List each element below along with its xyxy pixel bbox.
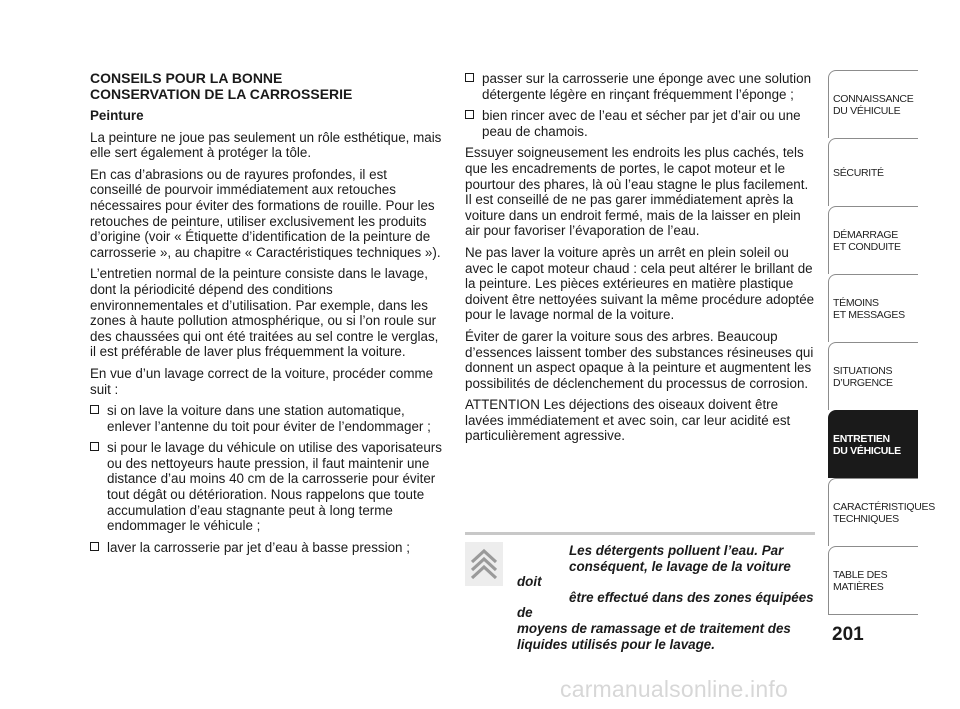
tab-label: DÉMARRAGE (833, 228, 898, 241)
chapter-sidebar (828, 70, 935, 615)
tab-securite[interactable] (828, 138, 918, 206)
tab-label: ENTRETIEN (833, 432, 890, 445)
list-item-text: passer sur la carrosserie une éponge avec une solution détergente légère en rinçant fréquemment l’éponge ; (482, 71, 812, 102)
tab-label: DU VÉHICULE (833, 104, 901, 117)
list-item (465, 108, 815, 139)
checkbox-square-icon (90, 405, 99, 414)
list-item-text: si pour le lavage du véhicule on utilise des vaporisateurs ou des nettoyeurs haute pression, il faut maintenir une distance d’au moins 40 cm de la carrosserie pour éviter tout dégât ou détérioration. Nous rappelons que toute accumulation d’eau stagnante peut à long terme endommager le véhicule ; (107, 440, 442, 534)
environment-icon (465, 542, 503, 586)
tab-label: SÉCURITÉ (833, 166, 884, 179)
section-title (90, 71, 442, 102)
paragraph: Ne pas laver la voiture après un arrêt en plein soleil ou avec le capot moteur chaud : cela peut altérer le brillant de la peinture. Les pièces extérieures en matière plastique doivent être nettoyées suivant la même procédure adoptée pour le lavage normal de la voiture. (465, 244, 815, 323)
note-text (465, 543, 815, 652)
note-line: conséquent, le lavage de la voiture doit (517, 558, 791, 590)
tab-label: TABLE DES (833, 568, 888, 581)
page-number: 201 (832, 624, 864, 645)
paragraph: En vue d’un lavage correct de la voiture, procéder comme suit : (90, 365, 434, 397)
left-column (90, 71, 442, 561)
note-line: moyens de ramassage et de traitement des (517, 620, 791, 636)
subtitle-peinture: Peinture (90, 108, 144, 123)
paragraph: La peinture ne joue pas seulement un rôle esthétique, mais elle sert également à protéger la tôle. (90, 129, 442, 161)
tab-connaissance-du-vehicule[interactable] (828, 70, 918, 138)
tab-situations-d-urgence[interactable] (828, 342, 918, 410)
sidebar-bottom-rule (828, 614, 918, 615)
tab-label: TÉMOINS (833, 296, 879, 309)
tab-caracteristiques-techniques[interactable] (828, 478, 935, 546)
checkbox-square-icon (465, 110, 474, 119)
list-item-text: si on lave la voiture dans une station automatique, enlever l’antenne du toit pour éviter de l’endommager ; (107, 403, 431, 434)
tab-label: DU VÉHICULE (833, 444, 901, 457)
tab-label: SITUATIONS (833, 364, 893, 377)
paragraph: L’entretien normal de la peinture consiste dans le lavage, dont la périodicité dépend des conditions environnementales et d’utilisation. Par exemple, dans les zones à haute pollution atmosphérique, ou si l’on roule sur des chaussées qui ont été traitées au sel contre le verglas, il est préférable de laver plus fréquemment la voiture. (90, 266, 439, 360)
list-item (90, 540, 442, 556)
tab-label: CARACTÉRISTIQUES (833, 500, 935, 513)
tab-table-des-matieres[interactable] (828, 546, 918, 614)
tab-label: MATIÈRES (833, 580, 884, 593)
section-title-line-1: CONSEILS POUR LA BONNE (90, 70, 283, 86)
list-item (90, 403, 442, 434)
tab-entretien-du-vehicule[interactable] (828, 410, 918, 478)
list-item-text: laver la carrosserie par jet d’eau à basse pression ; (107, 539, 410, 555)
paragraph: En cas d’abrasions ou de rayures profondes, il est conseillé de pourvoir immédiatement aux retouches nécessaires pour éviter des formations de rouille. Pour les retouches de peinture, utiliser exclusivement les produits d’origine (voir « Étiquette d’identification de la peinture de carrosserie », au chapitre « Caractéristiques techniques »). (90, 166, 441, 260)
tab-demarrage-et-conduite[interactable] (828, 206, 918, 274)
checkbox-square-icon (90, 442, 99, 451)
tab-label: D’URGENCE (833, 376, 893, 389)
paragraph: ATTENTION Les déjections des oiseaux doivent être lavées immédiatement et avec soin, car leur acidité est particulièrement agressive. (465, 397, 791, 444)
note-line: Les détergents polluent l’eau. Par (569, 543, 784, 558)
checkbox-square-icon (90, 542, 99, 551)
tab-temoins-et-messages[interactable] (828, 274, 918, 342)
tab-label: ET MESSAGES (833, 308, 905, 321)
note-divider (465, 532, 815, 535)
paragraph: Essuyer soigneusement les endroits les plus cachés, tels que les encadrements de portes, le capot moteur et le pourtour des phares, là où l’eau stagne le plus facilement. Il est conseillé de ne pas garer immédiatement après la voiture dans un endroit fermé, mais de la laisser en plein air pour favoriser l’évaporation de l’eau. (465, 145, 809, 239)
note-line: liquides utilisés pour le lavage. (517, 636, 715, 652)
list-item-text: bien rincer avec de l’eau et sécher par jet d’air ou une peau de chamois. (482, 108, 801, 139)
tab-label: CONNAISSANCE (833, 92, 914, 105)
note-line: être effectué dans des zones équipées de (517, 589, 814, 621)
list-item (90, 440, 442, 534)
tab-label: TECHNIQUES (833, 512, 899, 525)
environment-note (465, 532, 815, 652)
watermark: carmanualsonline.info (560, 676, 788, 702)
section-title-line-2: CONSERVATION DE LA CARROSSERIE (90, 85, 353, 102)
list-item (465, 71, 815, 102)
paragraph: Éviter de garer la voiture sous des arbres. Beaucoup d’essences laissent tomber des substances résineuses qui donnent un aspect opaque à la peinture et augmentent les possibilités de déclenchement du processus de corrosion. (465, 328, 814, 391)
right-column (465, 71, 815, 450)
tab-label: ET CONDUITE (833, 240, 901, 253)
checkbox-square-icon (465, 73, 474, 82)
